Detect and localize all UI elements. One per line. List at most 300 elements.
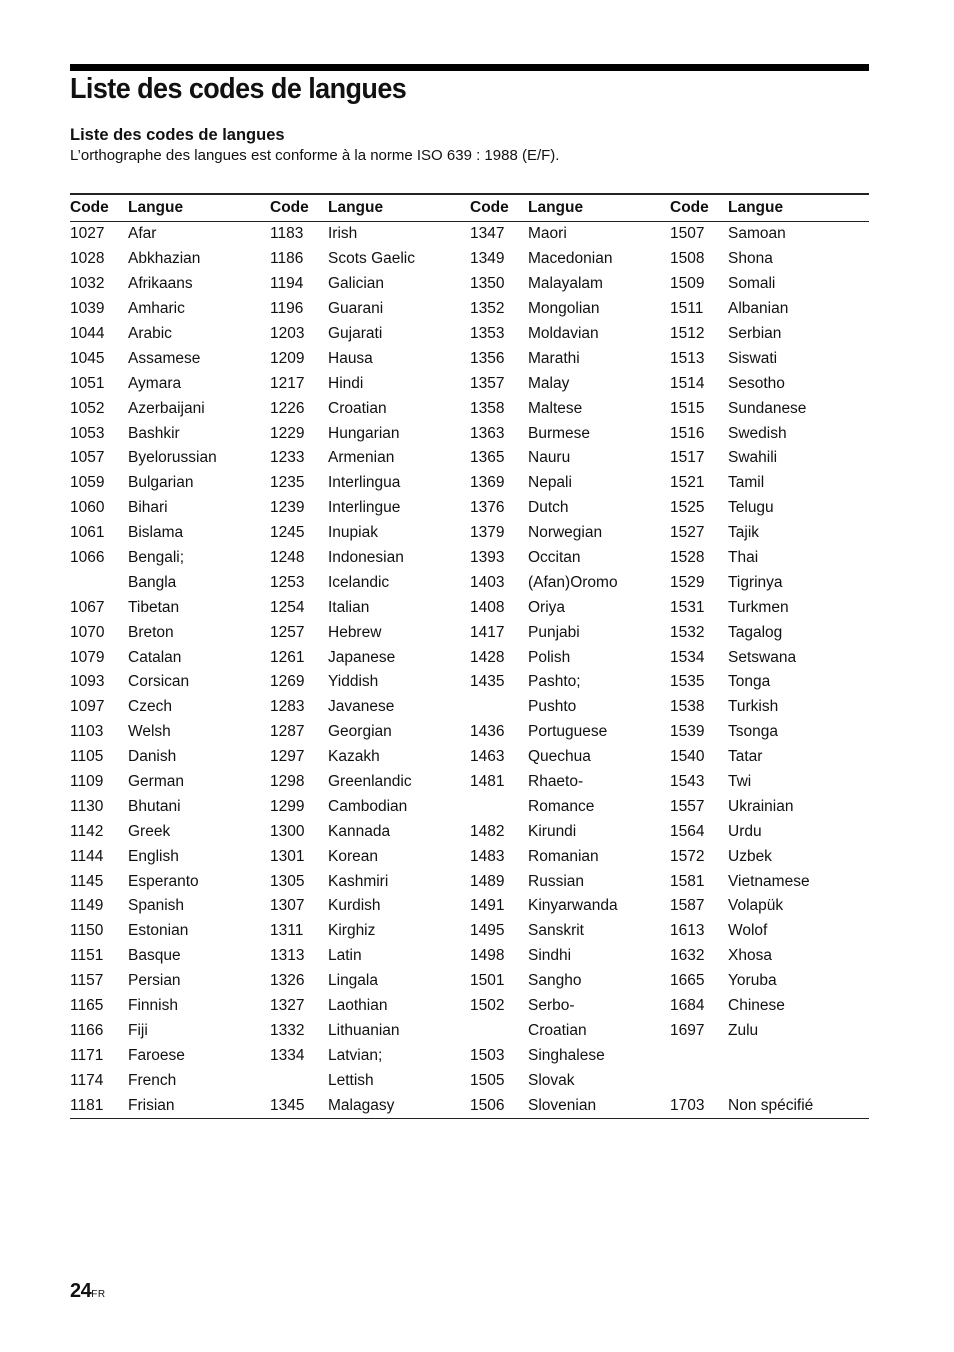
code-cell: 1489	[470, 872, 505, 890]
code-cell: 1297	[270, 748, 305, 766]
code-cell: 1233	[270, 449, 305, 467]
code-cell: 1408	[470, 598, 505, 616]
language-cell: Russian	[528, 872, 584, 890]
code-cell: 1463	[470, 748, 505, 766]
code-cell: 1181	[70, 1093, 128, 1118]
code-cell: 1507	[670, 225, 705, 243]
code-cell: 1345	[270, 1093, 328, 1118]
language-cell: Welsh	[128, 723, 171, 741]
table-row	[70, 819, 869, 844]
language-cell: Tajik	[728, 524, 760, 542]
code-cell: 1506	[470, 1093, 528, 1118]
language-cell: Marathi	[528, 349, 580, 367]
language-cell: Kinyarwanda	[528, 897, 618, 915]
table-row	[70, 396, 869, 421]
language-cell: Aymara	[128, 374, 182, 392]
language-cell: Dutch	[528, 499, 569, 517]
language-cell: Gujarati	[328, 325, 383, 342]
language-cell: French	[128, 1071, 177, 1089]
code-cell: 1531	[670, 598, 705, 616]
language-cell: Bihari	[128, 499, 168, 517]
language-cell: Turkish	[728, 698, 779, 716]
language-cell: Armenian	[328, 449, 395, 467]
language-cell: Slovak	[528, 1071, 575, 1089]
code-cell: 1511	[670, 300, 704, 318]
code-cell: 1157	[70, 972, 104, 990]
language-cell: Romanian	[528, 847, 599, 865]
language-cell: Slovenian	[528, 1093, 670, 1118]
table-row	[70, 1043, 869, 1068]
code-cell: 1513	[670, 349, 705, 367]
code-cell: 1186	[270, 250, 304, 268]
code-cell: 1365	[470, 449, 505, 467]
code-cell: 1245	[270, 524, 305, 542]
code-cell: 1151	[70, 947, 104, 965]
code-cell: 1539	[670, 723, 705, 741]
language-cell: Swahili	[728, 449, 778, 467]
header-language: Langue	[328, 194, 470, 222]
code-cell: 1428	[470, 648, 505, 666]
language-cell: Arabic	[128, 325, 172, 342]
code-cell: 1491	[470, 897, 505, 915]
table-row	[70, 720, 869, 745]
language-cell: Georgian	[328, 723, 392, 741]
language-cell: Catalan	[128, 648, 182, 666]
language-cell: Greek	[128, 822, 171, 840]
language-cell: Sundanese	[728, 399, 807, 417]
code-cell: 1393	[470, 549, 505, 567]
language-cell: Kazakh	[328, 748, 380, 766]
language-cell: Bislama	[128, 524, 184, 542]
language-cell: Thai	[728, 549, 759, 567]
language-cell: Norwegian	[528, 524, 603, 542]
code-cell: 1166	[70, 1021, 104, 1039]
code-cell: 1130	[70, 797, 104, 815]
code-cell	[470, 1019, 528, 1044]
language-cell: Ukrainian	[728, 797, 794, 815]
code-cell: 1326	[270, 972, 305, 990]
code-cell: 1357	[470, 374, 505, 392]
code-cell	[70, 570, 128, 595]
code-cell: 1057	[70, 449, 105, 467]
code-cell: 1109	[70, 773, 104, 791]
code-cell: 1572	[670, 847, 705, 865]
intro-text: L’orthographe des langues est conforme à la norme ISO 639 : 1988 (E/F).	[70, 147, 560, 164]
code-cell: 1257	[270, 623, 305, 641]
language-cell: Hungarian	[328, 424, 400, 442]
language-cell: Occitan	[528, 549, 581, 567]
table-row	[70, 297, 869, 322]
language-cell: Corsican	[128, 673, 190, 691]
table-row	[70, 371, 869, 396]
language-cell: Samoan	[728, 225, 786, 243]
code-cell: 1697	[670, 1021, 705, 1039]
table-row	[70, 645, 869, 670]
code-cell: 1044	[70, 325, 105, 342]
table-row	[70, 595, 869, 620]
language-cell: Hindi	[328, 374, 364, 392]
language-cell: Bashkir	[128, 424, 180, 442]
language-cell: Lettish	[328, 1071, 374, 1089]
code-cell: 1070	[70, 623, 105, 641]
language-cell: Kurdish	[328, 897, 381, 915]
code-cell	[470, 695, 528, 720]
language-cell: Greenlandic	[328, 773, 412, 791]
language-cell: Croatian	[328, 399, 387, 417]
language-cell: Galician	[328, 275, 384, 293]
code-cell: 1239	[270, 499, 305, 517]
language-cell: Faroese	[128, 1046, 185, 1064]
language-cell: Swedish	[728, 424, 787, 442]
language-cell: Mongolian	[528, 300, 600, 318]
header-code: Code	[70, 194, 128, 222]
code-cell: 1376	[470, 499, 505, 517]
code-cell: 1261	[270, 648, 305, 666]
table-row	[70, 1068, 869, 1093]
code-cell: 1509	[670, 275, 705, 293]
table-row	[70, 446, 869, 471]
code-cell: 1525	[670, 499, 705, 517]
language-cell: Lingala	[328, 972, 378, 990]
code-cell: 1353	[470, 325, 505, 342]
language-cell: Azerbaijani	[128, 399, 205, 417]
language-cell: Frisian	[128, 1093, 270, 1118]
code-cell: 1363	[470, 424, 505, 442]
language-cell: Latvian;	[328, 1046, 383, 1064]
language-cell: Telugu	[728, 499, 774, 517]
code-cell: 1313	[270, 947, 305, 965]
code-cell: 1703	[670, 1093, 728, 1118]
language-cell: Singhalese	[528, 1046, 605, 1064]
code-cell: 1229	[270, 424, 305, 442]
language-cell: Uzbek	[728, 847, 772, 865]
language-cell: Breton	[128, 623, 174, 641]
code-cell: 1347	[470, 225, 505, 243]
code-cell: 1144	[70, 847, 104, 865]
language-cell: Maltese	[528, 399, 583, 417]
language-cell: Vietnamese	[728, 872, 810, 890]
language-cell: Romance	[528, 797, 595, 815]
table-row	[70, 944, 869, 969]
code-cell: 1060	[70, 499, 105, 517]
language-cell: Kashmiri	[328, 872, 389, 890]
table-row	[70, 869, 869, 894]
language-cell: Kirundi	[528, 822, 577, 840]
language-cell: Spanish	[128, 897, 185, 915]
language-cell: Tatar	[728, 748, 763, 766]
code-cell: 1253	[270, 573, 305, 591]
language-cell: Hebrew	[328, 623, 382, 641]
language-cell: Bangla	[128, 573, 177, 591]
language-cell: Siswati	[728, 349, 778, 367]
code-cell: 1174	[70, 1071, 104, 1089]
code-cell: 1145	[70, 872, 104, 890]
language-cell: Volapük	[728, 897, 784, 915]
language-cell: Zulu	[728, 1021, 759, 1039]
table-row	[70, 546, 869, 571]
page-number	[70, 1280, 106, 1303]
table-row	[70, 570, 869, 595]
language-cell: Xhosa	[728, 947, 772, 965]
code-cell: 1051	[70, 374, 105, 392]
language-cell: Shona	[728, 250, 773, 268]
code-cell: 1349	[470, 250, 505, 268]
code-cell: 1027	[70, 225, 105, 243]
code-cell: 1066	[70, 549, 105, 567]
table-row	[70, 247, 869, 272]
code-cell: 1534	[670, 648, 705, 666]
language-cell: Irish	[328, 225, 358, 243]
language-cell: Tagalog	[728, 623, 783, 641]
language-cell: Estonian	[128, 922, 189, 940]
code-cell: 1540	[670, 748, 705, 766]
table-row	[70, 745, 869, 770]
code-cell: 1283	[270, 698, 305, 716]
language-cell: Afrikaans	[128, 275, 193, 293]
language-cell: Macedonian	[528, 250, 613, 268]
language-cell: Tigrinya	[728, 573, 783, 591]
header-code: Code	[470, 194, 528, 222]
table-row	[70, 670, 869, 695]
top-rule	[70, 64, 869, 71]
language-cell: Afar	[128, 225, 157, 243]
code-cell: 1203	[270, 325, 305, 342]
code-cell: 1498	[470, 947, 505, 965]
language-cell: Bhutani	[128, 797, 181, 815]
language-cell: Turkmen	[728, 598, 789, 616]
code-cell: 1248	[270, 549, 305, 567]
language-cell: Korean	[328, 847, 378, 865]
code-cell: 1053	[70, 424, 105, 442]
code-cell: 1142	[70, 822, 104, 840]
code-cell: 1358	[470, 399, 505, 417]
code-cell: 1417	[470, 623, 505, 641]
code-cell: 1209	[270, 349, 305, 367]
header-language: Langue	[728, 194, 869, 222]
code-cell: 1052	[70, 399, 105, 417]
code-cell: 1521	[670, 474, 705, 492]
language-cell: Finnish	[128, 997, 178, 1015]
language-cell	[728, 1068, 869, 1093]
code-cell: 1482	[470, 822, 505, 840]
code-cell: 1327	[270, 997, 305, 1015]
code-cell: 1481	[470, 773, 505, 791]
language-cell: Abkhazian	[128, 250, 201, 268]
code-cell: 1171	[70, 1046, 104, 1064]
code-cell: 1436	[470, 723, 505, 741]
code-cell: 1332	[270, 1021, 305, 1039]
language-cell: Quechua	[528, 748, 591, 766]
language-cell: Tonga	[728, 673, 771, 691]
language-cell: Rhaeto-	[528, 773, 584, 791]
language-cell: Latin	[328, 947, 362, 965]
language-cell: Indonesian	[328, 549, 404, 567]
code-cell: 1564	[670, 822, 705, 840]
language-cell: (Afan)Oromo	[528, 573, 618, 591]
header-code: Code	[270, 194, 328, 222]
language-cell: Polish	[528, 648, 571, 666]
language-cell: Laothian	[328, 997, 388, 1015]
code-cell: 1527	[670, 524, 705, 542]
code-cell: 1149	[70, 897, 104, 915]
language-cell: Sesotho	[728, 374, 785, 392]
code-cell: 1508	[670, 250, 705, 268]
language-cell: Amharic	[128, 300, 185, 318]
code-cell: 1032	[70, 275, 105, 293]
language-cell: Basque	[128, 947, 181, 965]
section-heading: Liste des codes de langues	[70, 126, 285, 144]
language-cell: Sanskrit	[528, 922, 584, 940]
page-title: Liste des codes de langues	[70, 73, 407, 105]
code-cell: 1529	[670, 573, 705, 591]
language-cell: Czech	[128, 698, 172, 716]
language-cell: Portuguese	[528, 723, 608, 741]
table-row	[70, 794, 869, 819]
language-cell: Malay	[528, 374, 570, 392]
code-cell: 1512	[670, 325, 705, 342]
table-row	[70, 620, 869, 645]
code-cell: 1287	[270, 723, 305, 741]
header-language: Langue	[528, 194, 670, 222]
code-cell: 1061	[70, 524, 105, 542]
language-cell: Tamil	[728, 474, 765, 492]
language-cell: Danish	[128, 748, 177, 766]
table-row	[70, 496, 869, 521]
code-cell: 1684	[670, 997, 705, 1015]
table-body	[70, 222, 869, 1119]
code-cell: 1093	[70, 673, 105, 691]
language-cell: Yiddish	[328, 673, 379, 691]
language-cell: Nepali	[528, 474, 572, 492]
code-cell: 1503	[470, 1046, 505, 1064]
code-cell: 1483	[470, 847, 505, 865]
code-cell: 1183	[270, 225, 304, 243]
language-codes-table	[70, 193, 869, 1119]
language-cell: Interlingua	[328, 474, 401, 492]
language-cell: Moldavian	[528, 325, 599, 342]
language-cell: Pashto;	[528, 673, 581, 691]
code-cell: 1403	[470, 573, 505, 591]
code-cell: 1581	[670, 872, 705, 890]
code-cell: 1105	[70, 748, 104, 766]
language-cell: Sindhi	[528, 947, 572, 965]
table-row	[70, 969, 869, 994]
header-code: Code	[670, 194, 728, 222]
code-cell: 1235	[270, 474, 305, 492]
table-row	[70, 695, 869, 720]
language-cell	[728, 1043, 869, 1068]
code-cell: 1311	[270, 922, 304, 940]
language-cell: Esperanto	[128, 872, 199, 890]
table-row	[70, 471, 869, 496]
table-header-row	[70, 194, 869, 222]
code-cell: 1300	[270, 822, 305, 840]
code-cell: 1305	[270, 872, 305, 890]
language-cell: Italian	[328, 598, 370, 616]
table-row	[70, 521, 869, 546]
code-cell: 1079	[70, 648, 105, 666]
code-cell: 1350	[470, 275, 505, 293]
code-cell: 1217	[270, 374, 305, 392]
code-cell: 1505	[470, 1071, 505, 1089]
code-cell: 1356	[470, 349, 505, 367]
code-cell: 1352	[470, 300, 505, 318]
code-cell: 1632	[670, 947, 705, 965]
language-cell: Persian	[128, 972, 181, 990]
language-cell: Guarani	[328, 300, 384, 318]
table-row	[70, 346, 869, 371]
language-cell: Punjabi	[528, 623, 580, 641]
code-cell: 1196	[270, 300, 304, 318]
language-cell: Fiji	[128, 1021, 148, 1039]
language-cell: Kannada	[328, 822, 391, 840]
language-cell: English	[128, 847, 179, 865]
language-cell: Bengali;	[128, 549, 185, 567]
code-cell: 1059	[70, 474, 105, 492]
code-cell: 1543	[670, 773, 705, 791]
code-cell: 1369	[470, 474, 505, 492]
language-cell: Javanese	[328, 698, 395, 716]
code-cell: 1435	[470, 673, 505, 691]
table-row	[70, 844, 869, 869]
table-row	[70, 1093, 869, 1118]
language-cell: Icelandic	[328, 573, 390, 591]
language-cell: Byelorussian	[128, 449, 217, 467]
table-row	[70, 421, 869, 446]
table-row	[70, 272, 869, 297]
code-cell: 1301	[270, 847, 305, 865]
language-cell: Sangho	[528, 972, 582, 990]
language-cell: Maori	[528, 225, 567, 243]
code-cell: 1067	[70, 598, 105, 616]
code-cell: 1334	[270, 1046, 305, 1064]
language-cell: Wolof	[728, 922, 768, 940]
language-cell: Hausa	[328, 349, 373, 367]
code-cell: 1298	[270, 773, 305, 791]
code-cell: 1039	[70, 300, 105, 318]
language-cell: Nauru	[528, 449, 571, 467]
code-cell: 1557	[670, 797, 705, 815]
code-cell	[670, 1043, 728, 1068]
language-cell: Non spécifié	[728, 1093, 869, 1118]
table-row	[70, 1019, 869, 1044]
table-row	[70, 994, 869, 1019]
language-cell: Somali	[728, 275, 776, 293]
language-cell: Serbian	[728, 325, 782, 342]
language-cell: Burmese	[528, 424, 591, 442]
code-cell: 1299	[270, 797, 305, 815]
language-cell: Lithuanian	[328, 1021, 400, 1039]
table-row	[70, 322, 869, 347]
code-cell: 1226	[270, 399, 305, 417]
language-cell: Bulgarian	[128, 474, 194, 492]
table-row	[70, 894, 869, 919]
code-cell: 1045	[70, 349, 105, 367]
language-cell: Cambodian	[328, 797, 408, 815]
language-cell: Pushto	[528, 698, 577, 716]
code-cell: 1194	[270, 275, 304, 293]
code-cell: 1665	[670, 972, 705, 990]
code-cell: 1516	[670, 424, 705, 442]
language-cell: Assamese	[128, 349, 201, 367]
page-language-code: FR	[91, 1289, 106, 1300]
code-cell: 1379	[470, 524, 505, 542]
table-row	[70, 770, 869, 795]
language-cell: Albanian	[728, 300, 789, 318]
code-cell: 1538	[670, 698, 705, 716]
code-cell: 1515	[670, 399, 705, 417]
language-cell: Inupiak	[328, 524, 378, 542]
